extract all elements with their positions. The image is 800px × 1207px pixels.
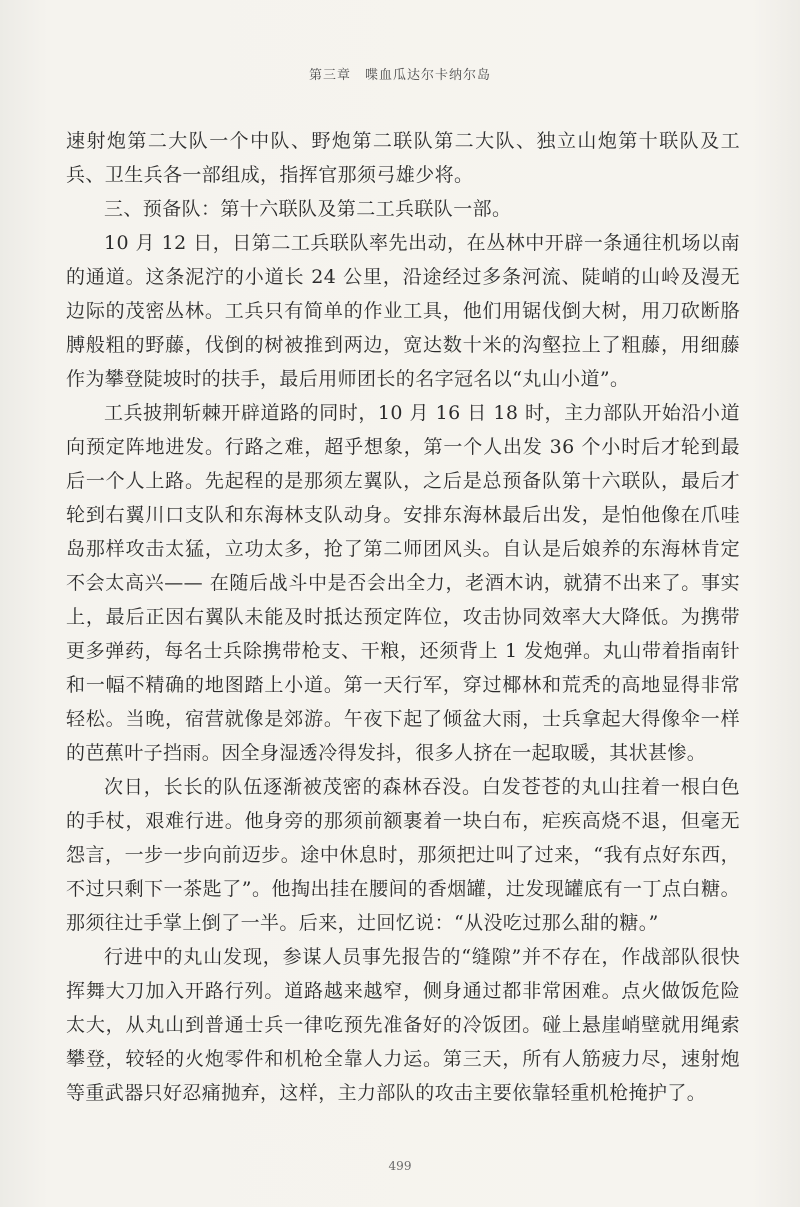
running-header <box>0 64 800 83</box>
paragraph-main-advance: 工兵披荆斩棘开辟道路的同时，10 月 16 日 18 时，主力部队开始沿小道向预定阵地进发。行路之难，超乎想象，第一个人出发 36 个小时后才轮到最后一个人上路。先起程的是那须左翼队，之后是总预备队第十六联队，最后才轮到右翼川口支队和东海林支队动身。安排东海林最后出发，是怕他像在爪哇岛那样攻击太猛，立功太多，抢了第二师团风头。自认是后娘养的东海林肯定不会太高兴—— 在随后战斗中是否会出全力，老酒木讷，就猜不出来了。事实上，最后正因右翼队未能及时抵达预定阵位，攻击协同效率大大降低。为携带更多弹药，每名士兵除携带枪支、干粮，还须背上 1 发炮弹。丸山带着指南针和一幅不精确的地图踏上小道。第一天行军，穿过椰林和荒秃的高地显得非常轻松。当晚，宿营就像是郊游。午夜下起了倾盆大雨，士兵拿起大得像伞一样的芭蕉叶子挡雨。因全身湿透冷得发抖，很多人挤在一起取暖，其状甚惨。 <box>66 402 740 764</box>
paragraph-march-hardship: 行进中的丸山发现，参谋人员事先报告的“缝隙”并不存在，作战部队很快挥舞大刀加入开路行列。道路越来越窄，侧身通过都非常困难。点火做饭危险太大，从丸山到普通士兵一律吃预先准备好的冷饭团。碰上悬崖峭壁就用绳索攀登，较轻的火炮零件和机枪全靠人力运。第三天，所有人筋疲力尽，速射炮等重武器只好忍痛抛弃，这样，主力部队的攻击主要依靠轻重机枪掩护了。 <box>66 946 740 1104</box>
paragraph-continuation: 速射炮第二大队一个中队、野炮第二联队第二大队、独立山炮第十联队及工兵、卫生兵各一部组成，指挥官那须弓雄少将。 <box>66 130 740 186</box>
body-text <box>66 124 740 1110</box>
paragraph-engineers: 10 月 12 日，日第二工兵联队率先出动，在丛林中开辟一条通往机场以南的通道。这条泥泞的小道长 24 公里，沿途经过多条河流、陡峭的山岭及漫无边际的茂密丛林。工兵只有简单的作业工具，他们用锯伐倒大树，用刀砍断胳膊般粗的野藤，伐倒的树被推到两边，宽达数十米的沟壑拉上了粗藤，用细藤作为攀登陡坡时的扶手，最后用师团长的名字冠名以“丸山小道”。 <box>66 232 740 390</box>
chapter-number: 第三章 <box>308 68 351 83</box>
chapter-title: 喋血瓜达尔卡纳尔岛 <box>365 68 492 83</box>
page-number: 499 <box>388 1159 412 1173</box>
paragraph-reserve-unit: 三、预备队：第十六联队及第二工兵联队一部。 <box>104 198 512 220</box>
paragraph-next-day: 次日，长长的队伍逐渐被茂密的森林吞没。白发苍苍的丸山拄着一根白色的手杖，艰难行进。他身旁的那须前额裹着一块白布，疟疾高烧不退，但毫无怨言，一步一步向前迈步。途中休息时，那须把辻叫了过来，“我有点好东西，不过只剩下一茶匙了”。他掏出挂在腰间的香烟罐，辻发现罐底有一丁点白糖。那须往辻手掌上倒了一半。后来，辻回忆说：“从没吃过那么甜的糖。” <box>66 776 740 934</box>
